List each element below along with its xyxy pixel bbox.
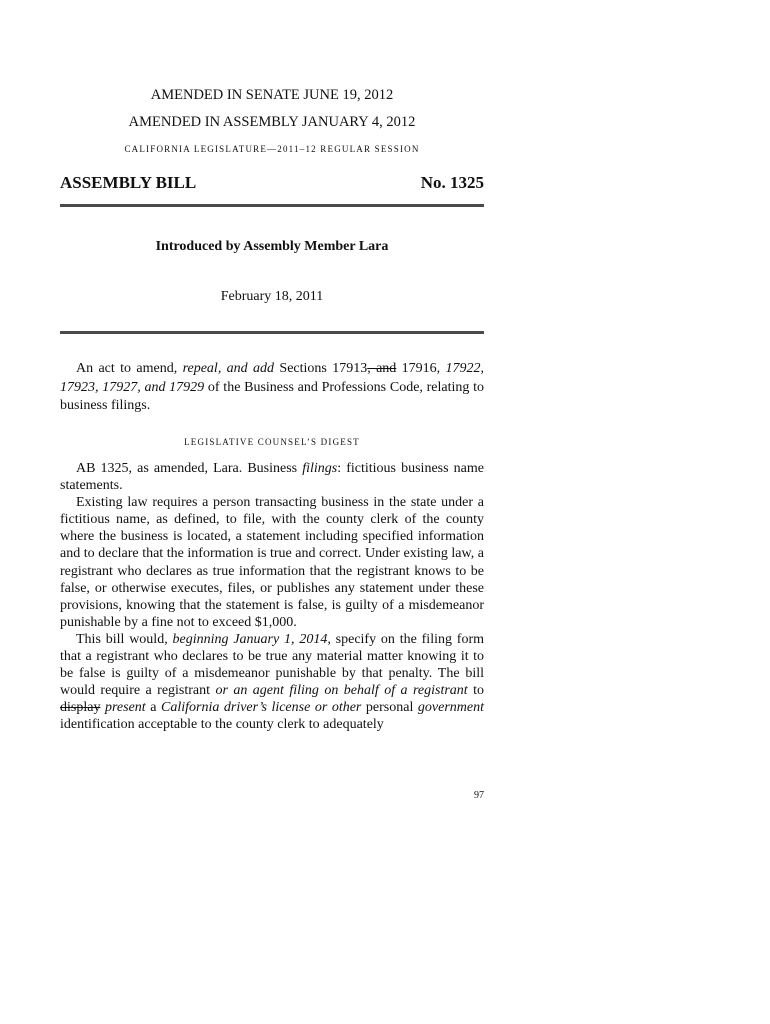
act-text-7: of the Business and Professions Code, relating to business filings.: [60, 379, 485, 413]
act-text-6-italic: , 17922, 17923, 17927, and 17929: [60, 361, 485, 395]
digest-p3-text-e: to: [467, 683, 485, 699]
bill-number: No. 1325: [420, 173, 484, 192]
digest-p3-text-h: a: [145, 700, 161, 716]
digest-p3-text-b-italic: beginning January 1, 2014,: [172, 631, 331, 647]
header-divider: [60, 204, 484, 207]
digest-p3-text-i-italic: California driver’s license or other: [160, 700, 362, 716]
digest-p3-text-c: specify on the filing form that a registrant who declares to be true any material matter knowing it to be false is guilty of a misdemeanor punishable by that penalty. The bill would require a registrant: [60, 631, 485, 699]
digest-p1-text-b-italic: filings: [302, 461, 338, 476]
digest-p3-text-j: personal: [361, 700, 418, 716]
bill-title-row: [60, 173, 484, 197]
act-title: [60, 360, 484, 416]
act-text-2-italic: repeal, and add: [182, 361, 275, 376]
digest-paragraph-1: [60, 460, 484, 494]
digest-paragraph-3: [60, 631, 484, 734]
digest-p3-text-l: identification acceptable to the county clerk to adequately: [60, 717, 384, 733]
digest-body: [60, 460, 484, 734]
digest-p1-text-c: : fictitious business name statements.: [60, 461, 484, 494]
act-text-5: 17916: [396, 361, 437, 376]
introduced-date: February 18, 2011: [220, 289, 324, 304]
digest-p3-text-g-italic: present: [100, 700, 146, 716]
act-text-1: An act to amend,: [76, 361, 183, 376]
page-number: 97: [474, 790, 484, 801]
digest-p3-text-f-strike: display: [60, 700, 101, 716]
act-text-3: Sections 17913: [274, 361, 368, 376]
digest-p3-text-a: This bill would,: [76, 631, 173, 647]
intro-divider: [60, 331, 484, 334]
act-text-4-strike: , and: [367, 361, 397, 376]
digest-p1-text-a: AB 1325, as amended, Lara. Business: [76, 461, 303, 476]
introduced-by: Introduced by Assembly Member Lara: [155, 239, 389, 254]
bill-type: ASSEMBLY BILL: [60, 173, 197, 192]
digest-p3-text-k-italic: government: [417, 700, 484, 716]
digest-p3-text-d-italic: or an agent filing on behalf of a registrant: [215, 683, 468, 699]
legislature-session-line: CALIFORNIA LEGISLATURE—2011–12 REGULAR SESSION: [124, 144, 420, 154]
amended-in-assembly-line: AMENDED IN ASSEMBLY JANUARY 4, 2012: [128, 114, 416, 130]
digest-paragraph-2: Existing law requires a person transacting business in the state under a fictitious name, as defined, to file, with the county clerk of the county where the business is located, a statement including specified information and to declare that the information is true and correct. Under existing law, a registrant who declares as true information that the registrant knows to be false, or otherwise executes, files, or publishes any statement under these provisions, knowing that the statement is false, is guilty of a misdemeanor punishable by a fine not to exceed $1,000.: [60, 495, 484, 630]
digest-title: LEGISLATIVE COUNSEL’S DIGEST: [184, 437, 360, 447]
amended-in-senate-line: AMENDED IN SENATE JUNE 19, 2012: [150, 87, 394, 103]
